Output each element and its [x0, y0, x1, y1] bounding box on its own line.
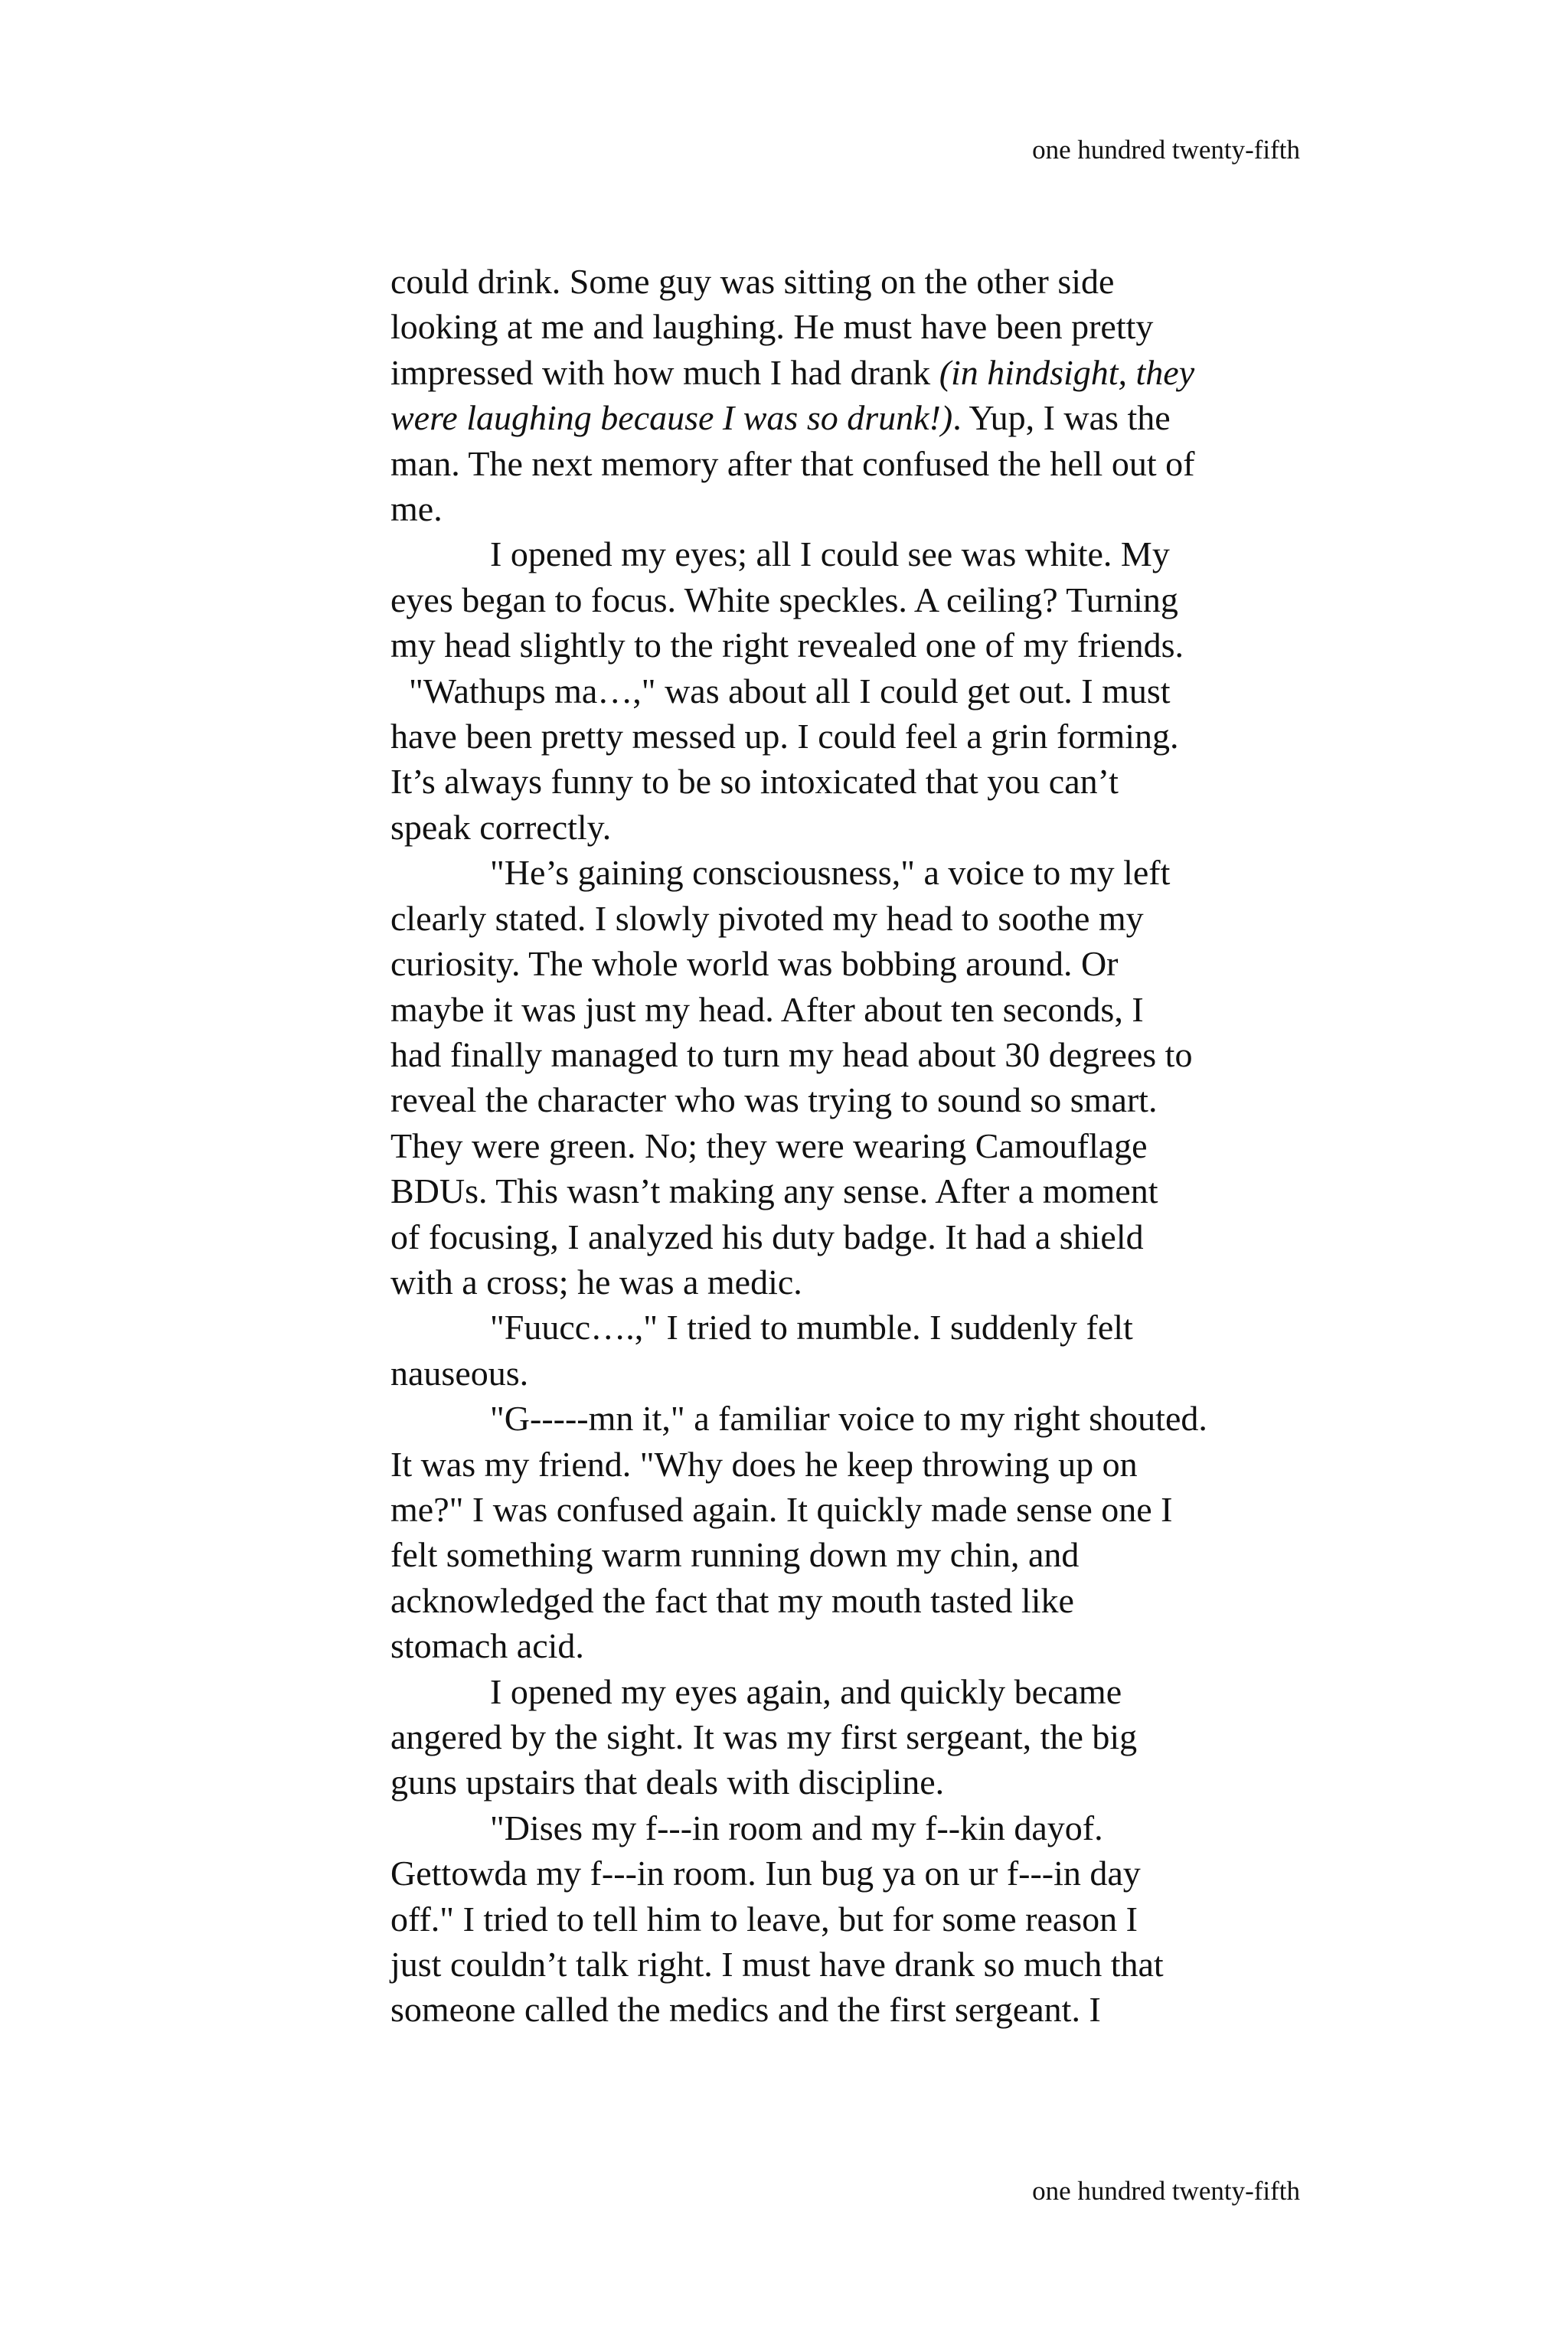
paragraph-1: [390, 259, 1313, 531]
text-line: clearly stated. I slowly pivoted my head to soothe my: [390, 898, 1144, 938]
text-line: me.: [390, 489, 443, 529]
text-line: It’s always funny to be so intoxicated that you can’t: [390, 762, 1119, 802]
page-body-text: [390, 259, 1313, 2033]
text-line: man. The next memory after that confused the hell out of: [390, 443, 1195, 483]
text-line: BDUs. This wasn’t making any sense. After a moment: [390, 1171, 1158, 1211]
paragraph-5: [390, 1305, 1313, 1396]
text-line: could drink. Some guy was sitting on the other side: [390, 262, 1115, 301]
text-line: acknowledged the fact that my mouth tasted like: [390, 1580, 1074, 1620]
text-line: had finally managed to turn my head about 30 degrees to: [390, 1034, 1193, 1074]
text-line: angered by the sight. It was my first sergeant, the big: [390, 1717, 1138, 1756]
text-line: I opened my eyes; all I could see was white. My: [490, 534, 1170, 574]
paragraph-6: [390, 1396, 1313, 1668]
paragraph-7: [390, 1669, 1313, 1805]
running-head-top: one hundred twenty-fifth: [1032, 135, 1300, 165]
text-line: looking at me and laughing. He must have been pretty: [390, 307, 1154, 347]
text-line: with a cross; he was a medic.: [390, 1262, 802, 1302]
italic-aside: were laughing because I was so drunk!): [390, 398, 953, 438]
paragraph-3: [390, 668, 1313, 851]
paragraph-8: [390, 1805, 1313, 2033]
text-line: my head slightly to the right revealed one of my friends.: [390, 626, 1184, 665]
paragraph-2: [390, 531, 1313, 668]
text-line: I opened my eyes again, and quickly became: [490, 1671, 1122, 1711]
text-line: maybe it was just my head. After about ten seconds, I: [390, 989, 1144, 1029]
text-segment: impressed with how much I had drank: [390, 352, 939, 392]
text-line: It was my friend. "Why does he keep throwing up on: [390, 1444, 1138, 1484]
text-line: "Dises my f---in room and my f--kin dayof.: [490, 1808, 1103, 1847]
paragraph-4: [390, 850, 1313, 1305]
italic-aside: (in hindsight, they: [939, 352, 1195, 392]
text-line: someone called the medics and the first sergeant. I: [390, 1990, 1101, 2030]
text-line: have been pretty messed up. I could feel a grin forming.: [390, 717, 1179, 756]
text-line: speak correctly.: [390, 807, 612, 847]
text-line: "G-----mn it," a familiar voice to my right shouted.: [490, 1399, 1207, 1439]
text-line: "Fuucc….," I tried to mumble. I suddenly felt: [490, 1308, 1133, 1348]
text-line: guns upstairs that deals with discipline.: [390, 1762, 945, 1802]
text-line: eyes began to focus. White speckles. A ceiling? Turning: [390, 580, 1178, 619]
running-head-bottom: one hundred twenty-fifth: [1032, 2176, 1300, 2206]
text-line: of focusing, I analyzed his duty badge. It had a shield: [390, 1217, 1144, 1256]
text-line: reveal the character who was trying to sound so smart.: [390, 1080, 1158, 1120]
text-line: off." I tried to tell him to leave, but for some reason I: [390, 1899, 1138, 1939]
text-segment: . Yup, I was the: [952, 398, 1171, 438]
text-line: They were green. No; they were wearing Camouflage: [390, 1125, 1148, 1165]
text-line: stomach acid.: [390, 1626, 584, 1666]
text-line: Gettowda my f---in room. Iun bug ya on ur f---in day: [390, 1854, 1141, 1893]
text-line: curiosity. The whole world was bobbing around. Or: [390, 944, 1119, 984]
text-line: [390, 395, 1313, 440]
text-line: just couldn’t talk right. I must have drank so much that: [390, 1945, 1164, 1984]
text-line: nauseous.: [390, 1353, 529, 1393]
text-line: "Wathups ma…," was about all I could get out. I must: [409, 671, 1171, 710]
text-line: "He’s gaining consciousness," a voice to my left: [490, 853, 1171, 893]
text-line: me?" I was confused again. It quickly made sense one I: [390, 1489, 1173, 1529]
text-line: felt something warm running down my chin, and: [390, 1535, 1080, 1575]
text-line: [390, 350, 1313, 395]
